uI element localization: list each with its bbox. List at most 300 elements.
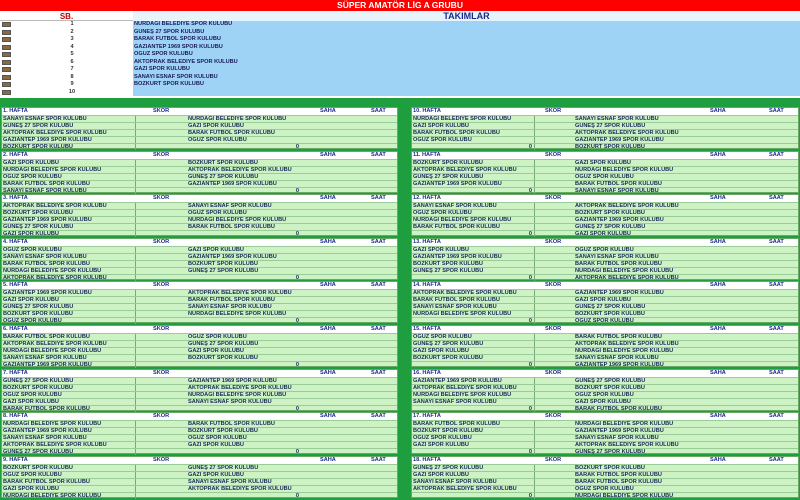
team-row[interactable] <box>0 89 800 97</box>
match-row[interactable] <box>2 143 397 150</box>
match-row[interactable] <box>2 464 397 471</box>
home-team[interactable]: GAZIANTEP 1969 SPOR KULUBU <box>413 253 502 260</box>
match-row[interactable] <box>2 333 397 340</box>
match-row[interactable] <box>412 136 798 143</box>
match-row[interactable] <box>412 434 798 441</box>
away-team[interactable]: BARAK FUTBOL SPOR KULUBU <box>188 421 275 428</box>
team-row[interactable] <box>0 51 800 59</box>
match-row[interactable] <box>412 253 798 260</box>
score-cell[interactable]: 0 <box>528 144 532 150</box>
match-row[interactable] <box>412 361 798 368</box>
team-expand-icon[interactable] <box>2 90 11 95</box>
home-team[interactable]: BARAK FUTBOL SPOR KULUBU <box>3 180 90 187</box>
away-team[interactable]: BOZKURT SPOR KULUBU <box>188 159 258 166</box>
match-row[interactable] <box>2 173 397 180</box>
home-team[interactable]: SANAYI ESNAF SPOR KULUBU <box>413 478 497 485</box>
away-team[interactable]: BOZKURT SPOR KULUBU <box>188 355 258 361</box>
away-team[interactable]: OGUZ SPOR KULUBU <box>575 391 634 398</box>
away-team[interactable]: OGUZ SPOR KULUBU <box>575 173 634 180</box>
home-team[interactable]: GUNEŞ 27 SPOR KULUBU <box>413 267 484 274</box>
match-row[interactable] <box>412 485 798 492</box>
match-row[interactable] <box>2 441 397 448</box>
away-team[interactable]: BOZKURT SPOR KULUBU <box>575 144 645 150</box>
home-team[interactable]: AKTOPRAK BELEDIYE SPOR KULUBU <box>413 384 517 391</box>
team-name[interactable]: GUNEŞ 27 SPOR KULUBU <box>133 29 800 37</box>
home-team[interactable]: AKTOPRAK BELEDIYE SPOR KULUBU <box>413 290 517 297</box>
away-team[interactable]: BARAK FUTBOL SPOR KULUBU <box>188 130 275 136</box>
away-team[interactable]: OGUZ SPOR KULUBU <box>188 435 247 442</box>
home-team[interactable]: OGUZ SPOR KULUBU <box>3 173 62 180</box>
away-team[interactable]: AKTOPRAK BELEDIYE SPOR KULUBU <box>188 485 292 492</box>
match-row[interactable] <box>2 187 397 194</box>
away-team[interactable]: GUNEŞ 27 SPOR KULUBU <box>575 377 646 384</box>
away-team[interactable]: BOZKURT SPOR KULUBU <box>188 428 258 435</box>
score-cell[interactable]: 0 <box>295 187 299 194</box>
away-team[interactable]: AKTOPRAK BELEDIYE SPOR KULUBU <box>575 274 679 281</box>
home-team[interactable]: GAZI SPOR KULUBU <box>3 159 59 166</box>
away-team[interactable]: SANAYI ESNAF SPOR KULUBU <box>575 355 659 361</box>
away-team[interactable]: GAZI SPOR KULUBU <box>575 398 631 405</box>
team-expand-icon[interactable] <box>2 60 11 65</box>
away-team[interactable]: BARAK FUTBOL SPOR KULUBU <box>575 334 662 340</box>
match-row[interactable] <box>412 223 798 230</box>
home-team[interactable]: BARAK FUTBOL SPOR KULUBU <box>413 130 500 136</box>
home-team[interactable]: BARAK FUTBOL SPOR KULUBU <box>3 334 90 340</box>
home-team[interactable]: NURDAGI BELEDIYE SPOR KULUBU <box>3 348 102 354</box>
match-row[interactable] <box>2 180 397 187</box>
match-row[interactable] <box>2 398 397 405</box>
away-team[interactable]: AKTOPRAK BELEDIYE SPOR KULUBU <box>575 442 679 449</box>
match-row[interactable] <box>412 492 798 499</box>
home-team[interactable]: GUNEŞ 27 SPOR KULUBU <box>3 377 74 384</box>
team-name[interactable]: BARAK FUTBOL SPOR KULUBU <box>133 36 800 44</box>
match-row[interactable] <box>2 267 397 274</box>
match-row[interactable] <box>412 347 798 354</box>
team-expand-icon[interactable] <box>2 75 11 80</box>
match-row[interactable] <box>412 180 798 187</box>
home-team[interactable]: OGUZ SPOR KULUBU <box>3 246 62 253</box>
away-team[interactable]: SANAYI ESNAF SPOR KULUBU <box>575 435 659 442</box>
match-row[interactable] <box>2 317 397 324</box>
away-team[interactable]: NURDAGI BELEDIYE SPOR KULUBU <box>575 267 674 274</box>
match-row[interactable] <box>412 391 798 398</box>
match-row[interactable] <box>412 246 798 253</box>
team-row[interactable] <box>0 74 800 82</box>
score-cell[interactable]: 0 <box>528 405 532 412</box>
away-team[interactable]: AKTOPRAK BELEDIYE SPOR KULUBU <box>575 130 679 136</box>
home-team[interactable]: BOZKURT SPOR KULUBU <box>3 311 73 318</box>
team-name[interactable]: AKTOPRAK BELEDIYE SPOR KULUBU <box>133 59 800 67</box>
team-name[interactable]: GAZIANTEP 1969 SPOR KULUBU <box>133 44 800 52</box>
match-row[interactable] <box>412 267 798 274</box>
team-name[interactable]: SANAYI ESNAF SPOR KULUBU <box>133 74 800 82</box>
home-team[interactable]: SANAYI ESNAF SPOR KULUBU <box>3 116 87 122</box>
home-team[interactable]: GAZI SPOR KULUBU <box>413 246 469 253</box>
score-cell[interactable]: 0 <box>528 362 532 368</box>
match-row[interactable] <box>412 340 798 347</box>
team-row[interactable] <box>0 81 800 89</box>
home-team[interactable]: GAZIANTEP 1969 SPOR KULUBU <box>3 137 92 143</box>
away-team[interactable]: OGUZ SPOR KULUBU <box>575 246 634 253</box>
away-team[interactable]: BARAK FUTBOL SPOR KULUBU <box>575 471 662 478</box>
home-team[interactable]: BOZKURT SPOR KULUBU <box>3 464 73 471</box>
team-row[interactable] <box>0 44 800 52</box>
match-row[interactable] <box>412 377 798 384</box>
match-row[interactable] <box>2 115 397 122</box>
score-cell[interactable]: 0 <box>295 362 299 368</box>
match-row[interactable] <box>2 230 397 237</box>
away-team[interactable]: BOZKURT SPOR KULUBU <box>575 210 645 217</box>
home-team[interactable]: GAZIANTEP 1969 SPOR KULUBU <box>3 428 92 435</box>
away-team[interactable]: SANAYI ESNAF SPOR KULUBU <box>188 478 272 485</box>
match-row[interactable] <box>2 391 397 398</box>
home-team[interactable]: NURDAGI BELEDIYE SPOR KULUBU <box>413 391 512 398</box>
home-team[interactable]: BARAK FUTBOL SPOR KULUBU <box>3 260 90 267</box>
home-team[interactable]: GUNEŞ 27 SPOR KULUBU <box>3 449 74 456</box>
away-team[interactable]: NURDAGI BELEDIYE SPOR KULUBU <box>188 116 287 122</box>
team-name[interactable]: GAZI SPOR KULUBU <box>133 66 800 74</box>
away-team[interactable]: AKTOPRAK BELEDIYE SPOR KULUBU <box>188 290 292 297</box>
away-team[interactable]: NURDAGI BELEDIYE SPOR KULUBU <box>188 311 287 318</box>
match-row[interactable] <box>412 289 798 296</box>
match-row[interactable] <box>2 405 397 412</box>
home-team[interactable]: SANAYI ESNAF SPOR KULUBU <box>3 253 87 260</box>
score-cell[interactable]: 0 <box>528 274 532 281</box>
away-team[interactable]: GAZIANTEP 1969 SPOR KULUBU <box>575 428 664 435</box>
home-team[interactable]: BARAK FUTBOL SPOR KULUBU <box>413 297 500 304</box>
match-row[interactable] <box>412 405 798 412</box>
match-row[interactable] <box>2 246 397 253</box>
home-team[interactable]: AKTOPRAK BELEDIYE SPOR KULUBU <box>3 442 107 449</box>
away-team[interactable]: NURDAGI BELEDIYE SPOR KULUBU <box>188 217 287 224</box>
home-team[interactable]: NURDAGI BELEDIYE SPOR KULUBU <box>413 217 512 224</box>
match-row[interactable] <box>412 122 798 129</box>
match-row[interactable] <box>2 377 397 384</box>
away-team[interactable]: GUNEŞ 27 SPOR KULUBU <box>575 304 646 311</box>
match-row[interactable] <box>2 159 397 166</box>
match-row[interactable] <box>412 209 798 216</box>
match-row[interactable] <box>2 136 397 143</box>
away-team[interactable]: BARAK FUTBOL SPOR KULUBU <box>575 478 662 485</box>
away-team[interactable]: GUNEŞ 27 SPOR KULUBU <box>575 224 646 231</box>
away-team[interactable]: GUNEŞ 27 SPOR KULUBU <box>188 464 259 471</box>
score-cell[interactable]: 0 <box>295 144 299 150</box>
away-team[interactable]: GAZI SPOR KULUBU <box>188 123 244 129</box>
home-team[interactable]: AKTOPRAK BELEDIYE SPOR KULUBU <box>3 203 107 210</box>
team-expand-icon[interactable] <box>2 30 11 35</box>
away-team[interactable]: OGUZ SPOR KULUBU <box>188 210 247 217</box>
home-team[interactable]: OGUZ SPOR KULUBU <box>413 210 472 217</box>
home-team[interactable]: AKTOPRAK BELEDIYE SPOR KULUBU <box>413 166 517 173</box>
match-row[interactable] <box>2 202 397 209</box>
match-row[interactable] <box>412 159 798 166</box>
team-expand-icon[interactable] <box>2 82 11 87</box>
away-team[interactable]: GAZIANTEP 1969 SPOR KULUBU <box>188 253 277 260</box>
away-team[interactable]: NURDAGI BELEDIYE SPOR KULUBU <box>575 492 674 499</box>
home-team[interactable]: NURDAGI BELEDIYE SPOR KULUBU <box>3 492 102 499</box>
match-row[interactable] <box>412 230 798 237</box>
match-row[interactable] <box>2 471 397 478</box>
home-team[interactable]: SANAYI ESNAF SPOR KULUBU <box>3 187 87 194</box>
home-team[interactable]: OGUZ SPOR KULUBU <box>413 435 472 442</box>
home-team[interactable]: SANAYI ESNAF SPOR KULUBU <box>413 304 497 311</box>
home-team[interactable]: GAZI SPOR KULUBU <box>3 398 59 405</box>
match-row[interactable] <box>412 143 798 150</box>
score-cell[interactable]: 0 <box>295 274 299 281</box>
match-row[interactable] <box>2 340 397 347</box>
away-team[interactable]: GAZI SPOR KULUBU <box>188 246 244 253</box>
match-row[interactable] <box>412 310 798 317</box>
match-row[interactable] <box>2 310 397 317</box>
home-team[interactable]: GUNEŞ 27 SPOR KULUBU <box>3 224 74 231</box>
team-name[interactable]: BOZKURT SPOR KULUBU <box>133 81 800 89</box>
home-team[interactable]: SANAYI ESNAF SPOR KULUBU <box>413 398 497 405</box>
away-team[interactable]: GUNEŞ 27 SPOR KULUBU <box>188 173 259 180</box>
away-team[interactable]: SANAYI ESNAF SPOR KULUBU <box>188 398 272 405</box>
away-team[interactable]: AKTOPRAK BELEDIYE SPOR KULUBU <box>188 384 292 391</box>
away-team[interactable]: GAZIANTEP 1969 SPOR KULUBU <box>575 290 664 297</box>
away-team[interactable]: NURDAGI BELEDIYE SPOR KULUBU <box>575 421 674 428</box>
away-team[interactable]: GAZIANTEP 1969 SPOR KULUBU <box>575 137 664 143</box>
home-team[interactable]: AKTOPRAK BELEDIYE SPOR KULUBU <box>3 130 107 136</box>
team-expand-icon[interactable] <box>2 37 11 42</box>
home-team[interactable]: BOZKURT SPOR KULUBU <box>413 159 483 166</box>
home-team[interactable]: SANAYI ESNAF SPOR KULUBU <box>3 355 87 361</box>
home-team[interactable]: BOZKURT SPOR KULUBU <box>413 260 483 267</box>
away-team[interactable]: BARAK FUTBOL SPOR KULUBU <box>575 260 662 267</box>
match-row[interactable] <box>2 485 397 492</box>
away-team[interactable]: GAZI SPOR KULUBU <box>575 159 631 166</box>
home-team[interactable]: GAZI SPOR KULUBU <box>413 123 469 129</box>
match-row[interactable] <box>2 223 397 230</box>
match-row[interactable] <box>2 384 397 391</box>
match-row[interactable] <box>412 384 798 391</box>
match-row[interactable] <box>2 354 397 361</box>
home-team[interactable]: SANAYI ESNAF SPOR KULUBU <box>3 435 87 442</box>
away-team[interactable]: OGUZ SPOR KULUBU <box>188 334 247 340</box>
home-team[interactable]: GAZIANTEP 1969 SPOR KULUBU <box>413 377 502 384</box>
away-team[interactable]: AKTOPRAK BELEDIYE SPOR KULUBU <box>575 341 679 347</box>
match-row[interactable] <box>412 478 798 485</box>
match-row[interactable] <box>2 166 397 173</box>
home-team[interactable]: BOZKURT SPOR KULUBU <box>413 428 483 435</box>
match-row[interactable] <box>412 216 798 223</box>
away-team[interactable]: GAZI SPOR KULUBU <box>575 231 631 238</box>
team-row[interactable] <box>0 29 800 37</box>
match-row[interactable] <box>2 434 397 441</box>
home-team[interactable]: NURDAGI BELEDIYE SPOR KULUBU <box>3 267 102 274</box>
match-row[interactable] <box>2 129 397 136</box>
home-team[interactable]: BARAK FUTBOL SPOR KULUBU <box>3 478 90 485</box>
team-row[interactable] <box>0 21 800 29</box>
home-team[interactable]: GAZIANTEP 1969 SPOR KULUBU <box>3 217 92 224</box>
match-row[interactable] <box>2 492 397 499</box>
home-team[interactable]: NURDAGI BELEDIYE SPOR KULUBU <box>413 311 512 318</box>
home-team[interactable]: GUNEŞ 27 SPOR KULUBU <box>413 341 484 347</box>
home-team[interactable]: BARAK FUTBOL SPOR KULUBU <box>3 405 90 412</box>
match-row[interactable] <box>412 274 798 281</box>
away-team[interactable]: GAZIANTEP 1969 SPOR KULUBU <box>188 377 277 384</box>
match-row[interactable] <box>412 129 798 136</box>
home-team[interactable]: GAZI SPOR KULUBU <box>3 485 59 492</box>
away-team[interactable]: BOZKURT SPOR KULUBU <box>575 311 645 318</box>
team-expand-icon[interactable] <box>2 67 11 72</box>
away-team[interactable]: GAZI SPOR KULUBU <box>188 442 244 449</box>
home-team[interactable]: AKTOPRAK BELEDIYE SPOR KULUBU <box>3 274 107 281</box>
score-cell[interactable]: 0 <box>528 492 532 499</box>
match-row[interactable] <box>412 464 798 471</box>
home-team[interactable]: GAZI SPOR KULUBU <box>3 231 59 238</box>
away-team[interactable]: GUNEŞ 27 SPOR KULUBU <box>575 123 646 129</box>
team-expand-icon[interactable] <box>2 52 11 57</box>
away-team[interactable]: OGUZ SPOR KULUBU <box>575 318 634 325</box>
team-name[interactable]: OGUZ SPOR KULUBU <box>133 51 800 59</box>
home-team[interactable]: GUNEŞ 27 SPOR KULUBU <box>3 123 74 129</box>
away-team[interactable]: SANAYI ESNAF SPOR KULUBU <box>188 304 272 311</box>
away-team[interactable]: GAZIANTEP 1969 SPOR KULUBU <box>188 180 277 187</box>
away-team[interactable]: AKTOPRAK BELEDIYE SPOR KULUBU <box>575 203 679 210</box>
home-team[interactable]: SANAYI ESNAF SPOR KULUBU <box>413 203 497 210</box>
match-row[interactable] <box>412 173 798 180</box>
match-row[interactable] <box>412 427 798 434</box>
match-row[interactable] <box>412 202 798 209</box>
away-team[interactable]: GAZI SPOR KULUBU <box>188 471 244 478</box>
score-cell[interactable]: 0 <box>295 231 299 238</box>
home-team[interactable]: OGUZ SPOR KULUBU <box>413 334 472 340</box>
score-cell[interactable]: 0 <box>295 492 299 499</box>
home-team[interactable]: GUNEŞ 27 SPOR KULUBU <box>413 173 484 180</box>
away-team[interactable]: OGUZ SPOR KULUBU <box>575 485 634 492</box>
away-team[interactable]: BARAK FUTBOL SPOR KULUBU <box>575 180 662 187</box>
away-team[interactable]: BOZKURT SPOR KULUBU <box>575 464 645 471</box>
match-row[interactable] <box>2 361 397 368</box>
match-row[interactable] <box>2 289 397 296</box>
away-team[interactable]: BOZKURT SPOR KULUBU <box>188 260 258 267</box>
match-row[interactable] <box>412 441 798 448</box>
match-row[interactable] <box>2 253 397 260</box>
match-row[interactable] <box>412 296 798 303</box>
away-team[interactable]: SANAYI ESNAF SPOR KULUBU <box>188 203 272 210</box>
match-row[interactable] <box>412 333 798 340</box>
team-row[interactable] <box>0 66 800 74</box>
home-team[interactable]: BOZKURT SPOR KULUBU <box>3 144 73 150</box>
home-team[interactable]: GUNEŞ 27 SPOR KULUBU <box>3 304 74 311</box>
home-team[interactable]: OGUZ SPOR KULUBU <box>3 391 62 398</box>
score-cell[interactable]: 0 <box>528 231 532 238</box>
away-team[interactable]: GUNEŞ 27 SPOR KULUBU <box>188 341 259 347</box>
home-team[interactable]: BOZKURT SPOR KULUBU <box>3 210 73 217</box>
match-row[interactable] <box>412 317 798 324</box>
match-row[interactable] <box>2 122 397 129</box>
match-row[interactable] <box>2 347 397 354</box>
away-team[interactable]: GAZI SPOR KULUBU <box>575 297 631 304</box>
home-team[interactable]: GAZI SPOR KULUBU <box>413 471 469 478</box>
score-cell[interactable]: 0 <box>528 449 532 456</box>
match-row[interactable] <box>2 216 397 223</box>
home-team[interactable]: GAZIANTEP 1969 SPOR KULUBU <box>3 362 92 368</box>
match-row[interactable] <box>2 427 397 434</box>
team-expand-icon[interactable] <box>2 22 11 27</box>
away-team[interactable]: SANAYI ESNAF SPOR KULUBU <box>575 253 659 260</box>
away-team[interactable]: GAZIANTEP 1969 SPOR KULUBU <box>575 217 664 224</box>
home-team[interactable]: AKTOPRAK BELEDIYE SPOR KULUBU <box>3 341 107 347</box>
away-team[interactable]: GUNEŞ 27 SPOR KULUBU <box>188 267 259 274</box>
away-team[interactable]: NURDAGI BELEDIYE SPOR KULUBU <box>188 391 287 398</box>
home-team[interactable]: NURDAGI BELEDIYE SPOR KULUBU <box>3 421 102 428</box>
team-name[interactable] <box>133 89 800 97</box>
match-row[interactable] <box>412 354 798 361</box>
match-row[interactable] <box>2 260 397 267</box>
away-team[interactable]: AKTOPRAK BELEDIYE SPOR KULUBU <box>188 166 292 173</box>
match-row[interactable] <box>2 209 397 216</box>
away-team[interactable]: NURDAGI BELEDIYE SPOR KULUBU <box>575 166 674 173</box>
match-row[interactable] <box>412 303 798 310</box>
match-row[interactable] <box>2 303 397 310</box>
match-row[interactable] <box>2 274 397 281</box>
home-team[interactable]: GAZIANTEP 1969 SPOR KULUBU <box>413 180 502 187</box>
home-team[interactable]: BARAK FUTBOL SPOR KULUBU <box>413 421 500 428</box>
match-row[interactable] <box>412 448 798 455</box>
score-cell[interactable]: 0 <box>295 318 299 325</box>
home-team[interactable]: AKTOPRAK BELEDIYE SPOR KULUBU <box>413 485 517 492</box>
match-row[interactable] <box>2 478 397 485</box>
match-row[interactable] <box>412 166 798 173</box>
home-team[interactable]: BOZKURT SPOR KULUBU <box>413 355 483 361</box>
team-name[interactable]: NURDAGI BELEDIYE SPOR KULUBU <box>133 21 800 29</box>
score-cell[interactable]: 0 <box>295 449 299 456</box>
home-team[interactable]: OGUZ SPOR KULUBU <box>3 318 62 325</box>
match-row[interactable] <box>2 420 397 427</box>
match-row[interactable] <box>412 471 798 478</box>
team-row[interactable] <box>0 59 800 67</box>
score-cell[interactable]: 0 <box>528 318 532 325</box>
away-team[interactable]: SANAYI ESNAF SPOR KULUBU <box>575 116 659 122</box>
score-cell[interactable]: 0 <box>528 187 532 194</box>
home-team[interactable]: GUNEŞ 27 SPOR KULUBU <box>413 464 484 471</box>
score-cell[interactable]: 0 <box>295 405 299 412</box>
away-team[interactable]: GAZIANTEP 1969 SPOR KULUBU <box>575 362 664 368</box>
match-row[interactable] <box>412 260 798 267</box>
match-row[interactable] <box>2 296 397 303</box>
match-row[interactable] <box>412 115 798 122</box>
home-team[interactable]: BOZKURT SPOR KULUBU <box>3 384 73 391</box>
home-team[interactable]: GAZI SPOR KULUBU <box>3 297 59 304</box>
away-team[interactable]: GUNEŞ 27 SPOR KULUBU <box>575 449 646 456</box>
away-team[interactable]: BARAK FUTBOL SPOR KULUBU <box>188 297 275 304</box>
away-team[interactable]: BARAK FUTBOL SPOR KULUBU <box>575 405 662 412</box>
home-team[interactable]: GAZI SPOR KULUBU <box>413 442 469 449</box>
home-team[interactable]: GAZI SPOR KULUBU <box>413 348 469 354</box>
match-row[interactable] <box>412 187 798 194</box>
home-team[interactable]: OGUZ SPOR KULUBU <box>3 471 62 478</box>
team-expand-icon[interactable] <box>2 45 11 50</box>
away-team[interactable]: SANAYI ESNAF SPOR KULUBU <box>575 187 659 194</box>
home-team[interactable]: NURDAGI BELEDIYE SPOR KULUBU <box>3 166 102 173</box>
away-team[interactable]: BARAK FUTBOL SPOR KULUBU <box>188 224 275 231</box>
match-row[interactable] <box>412 420 798 427</box>
match-row[interactable] <box>412 398 798 405</box>
away-team[interactable]: OGUZ SPOR KULUBU <box>188 137 247 143</box>
home-team[interactable]: BARAK FUTBOL SPOR KULUBU <box>413 224 500 231</box>
away-team[interactable]: NURDAGI BELEDIYE SPOR KULUBU <box>575 348 674 354</box>
home-team[interactable]: GAZIANTEP 1969 SPOR KULUBU <box>3 290 92 297</box>
team-row[interactable] <box>0 36 800 44</box>
match-row[interactable] <box>2 448 397 455</box>
home-team[interactable]: NURDAGI BELEDIYE SPOR KULUBU <box>413 116 512 122</box>
home-team[interactable]: OGUZ SPOR KULUBU <box>413 137 472 143</box>
away-team[interactable]: BOZKURT SPOR KULUBU <box>575 384 645 391</box>
away-team[interactable]: GAZI SPOR KULUBU <box>188 348 244 354</box>
